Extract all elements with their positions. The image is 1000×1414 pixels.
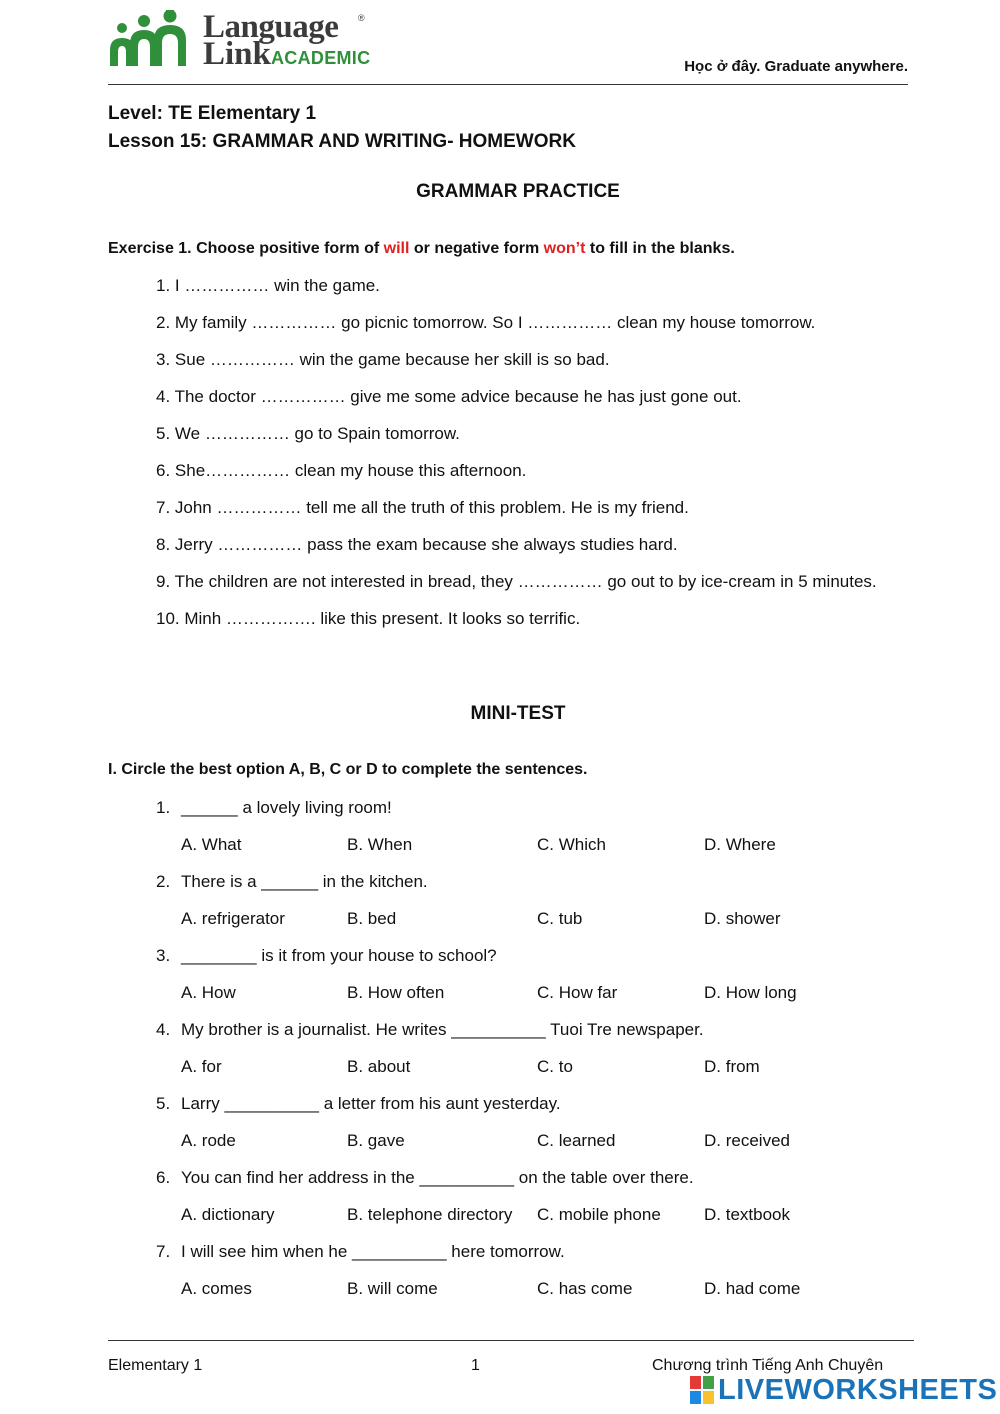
- option-a[interactable]: A. for: [181, 1057, 222, 1076]
- footer-divider: [108, 1340, 914, 1341]
- language-link-logo: [108, 10, 378, 72]
- option-c[interactable]: C. How far: [537, 983, 618, 1002]
- tagline: Học ở đây. Graduate anywhere.: [684, 58, 908, 75]
- logo-figures-icon: [108, 10, 203, 72]
- option-c[interactable]: C. tub: [537, 909, 583, 928]
- logo-registered-mark: ®: [358, 13, 365, 23]
- footer-page-number: 1: [471, 1357, 480, 1374]
- logo-word-link: Link: [203, 36, 271, 72]
- option-a[interactable]: A. refrigerator: [181, 909, 285, 928]
- exercise1-item: 9. The children are not interested in bread, they …………… go out to by ice-cream in 5 minutes.: [156, 572, 877, 591]
- question-number: 4.: [156, 1020, 171, 1039]
- footer-program-name: Chương trình Tiếng Anh Chuyên: [652, 1357, 884, 1374]
- footer-course-name: Elementary 1: [108, 1357, 203, 1374]
- question-text: ______ a lovely living room!: [181, 798, 392, 817]
- option-b[interactable]: B. How often: [347, 983, 445, 1002]
- question-text: You can find her address in the __________ on the table over there.: [181, 1168, 694, 1187]
- exercise1-item: 6. She…………… clean my house this afternoon.: [156, 461, 527, 480]
- grammar-practice-heading: GRAMMAR PRACTICE: [416, 181, 620, 202]
- instr-part3: to fill in the blanks.: [585, 240, 735, 257]
- option-d[interactable]: D. from: [704, 1057, 760, 1076]
- instr-part2: or negative form: [409, 240, 544, 257]
- level-title: Level: TE Elementary 1: [108, 103, 317, 124]
- logo-word-academic: ACADEMIC: [271, 48, 371, 68]
- option-c[interactable]: C. has come: [537, 1279, 633, 1298]
- logo-word-language: Language: [203, 9, 339, 45]
- mini-test-heading: MINI-TEST: [470, 703, 566, 724]
- option-c[interactable]: C. mobile phone: [537, 1205, 661, 1224]
- exercise1-item: 3. Sue …………… win the game because her skill is so bad.: [156, 350, 610, 369]
- question-text: ________ is it from your house to school?: [181, 946, 497, 965]
- question-number: 2.: [156, 872, 171, 891]
- question-number: 6.: [156, 1168, 171, 1187]
- question-number: 1.: [156, 798, 171, 817]
- option-b[interactable]: B. When: [347, 835, 413, 854]
- option-c[interactable]: C. Which: [537, 835, 606, 854]
- liveworksheets-watermark: [690, 1373, 998, 1407]
- exercise1-item: 4. The doctor …………… give me some advice because he has just gone out.: [156, 387, 742, 406]
- liveworksheets-text: LIVEWORKSHEETS: [718, 1374, 998, 1406]
- option-d[interactable]: D. Where: [704, 835, 776, 854]
- option-c[interactable]: C. learned: [537, 1131, 616, 1150]
- option-a[interactable]: A. comes: [181, 1279, 252, 1298]
- option-d[interactable]: D. had come: [704, 1279, 801, 1298]
- option-d[interactable]: D. received: [704, 1131, 790, 1150]
- question-text: There is a ______ in the kitchen.: [181, 872, 428, 891]
- instr-will: will: [383, 240, 410, 257]
- option-b[interactable]: B. will come: [347, 1279, 438, 1298]
- option-d[interactable]: D. textbook: [704, 1205, 790, 1224]
- question-text: Larry __________ a letter from his aunt yesterday.: [181, 1094, 561, 1113]
- lesson-title: Lesson 15: GRAMMAR AND WRITING- HOMEWORK: [108, 131, 576, 152]
- option-d[interactable]: D. How long: [704, 983, 797, 1002]
- option-b[interactable]: B. about: [347, 1057, 411, 1076]
- option-b[interactable]: B. gave: [347, 1131, 405, 1150]
- exercise1-item: 5. We …………… go to Spain tomorrow.: [156, 424, 460, 443]
- question-number: 5.: [156, 1094, 171, 1113]
- option-c[interactable]: C. to: [537, 1057, 573, 1076]
- question-number: 3.: [156, 946, 171, 965]
- option-d[interactable]: D. shower: [704, 909, 781, 928]
- option-a[interactable]: A. How: [181, 983, 236, 1002]
- exercise1-item: 1. I …………… win the game.: [156, 276, 380, 295]
- exercise1-item: 2. My family …………… go picnic tomorrow. So I …………… clean my house tomorrow.: [156, 313, 816, 332]
- option-a[interactable]: A. dictionary: [181, 1205, 275, 1224]
- option-b[interactable]: B. telephone directory: [347, 1205, 513, 1224]
- instr-part1: Exercise 1. Choose positive form of: [108, 240, 384, 257]
- question-text: I will see him when he __________ here tomorrow.: [181, 1242, 565, 1261]
- question-number: 7.: [156, 1242, 171, 1261]
- header-divider: [108, 84, 908, 85]
- exercise1-item: 8. Jerry …………… pass the exam because she always studies hard.: [156, 535, 678, 554]
- liveworksheets-logo-icon: [690, 1376, 716, 1406]
- section1-instruction: I. Circle the best option A, B, C or D to complete the sentences.: [108, 761, 588, 778]
- instr-wont: won’t: [543, 240, 586, 257]
- exercise1-item: 10. Minh ……………. like this present. It looks so terrific.: [156, 609, 581, 628]
- exercise1-instruction: [108, 240, 735, 258]
- option-a[interactable]: A. rode: [181, 1131, 236, 1150]
- option-a[interactable]: A. What: [181, 835, 242, 854]
- option-b[interactable]: B. bed: [347, 909, 397, 928]
- exercise1-item: 7. John …………… tell me all the truth of this problem. He is my friend.: [156, 498, 689, 517]
- question-text: My brother is a journalist. He writes __________ Tuoi Tre newspaper.: [181, 1020, 704, 1039]
